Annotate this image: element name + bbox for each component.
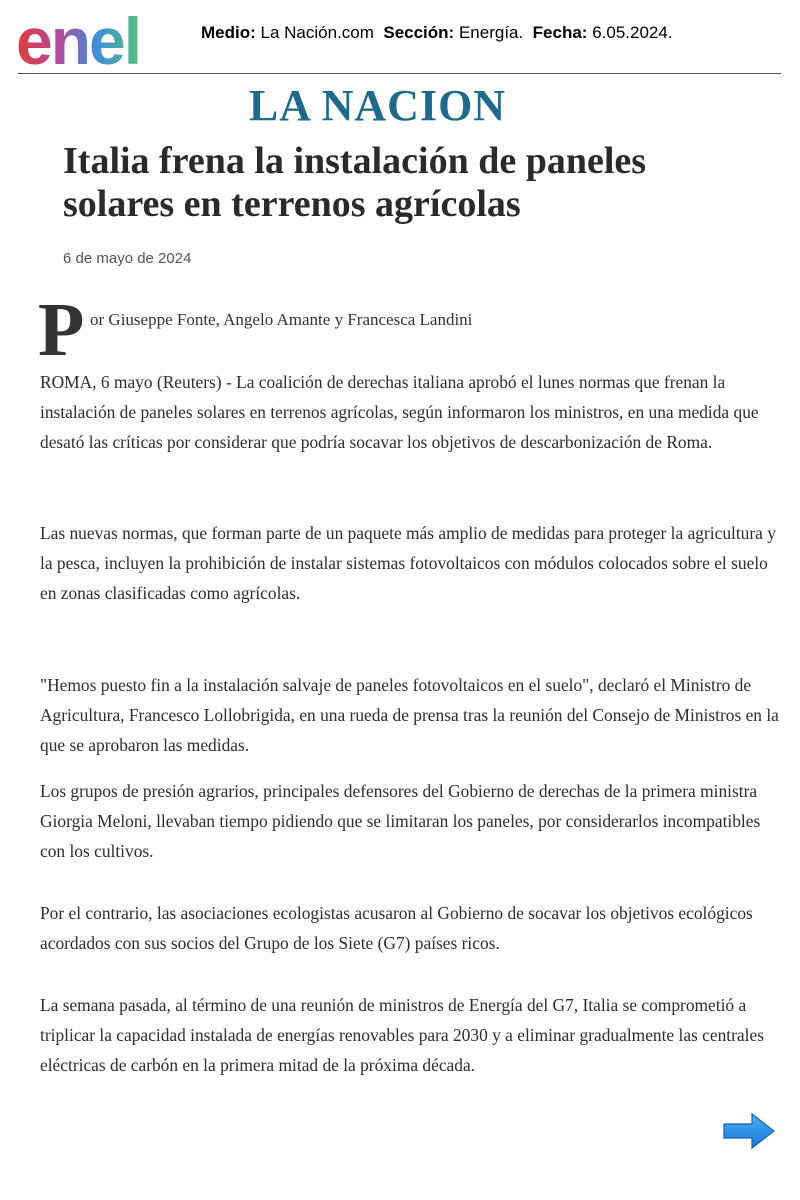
article-paragraph: ROMA, 6 mayo (Reuters) - La coalición de derechas italiana aprobó el lunes normas que frenan la instalación de paneles solares en terrenos agrícolas, según informaron los ministros, en una medida que desató las críticas por considerar que podría socavar los objetivos de descarbonización de Roma. [40, 372, 759, 452]
arrow-right-icon[interactable] [722, 1112, 776, 1150]
newspaper-masthead: LA NACION [248, 81, 507, 130]
header-metadata [201, 23, 673, 43]
logo-text: enel [16, 8, 141, 72]
medio-value: La Nación.com [260, 23, 374, 42]
drop-cap: P [38, 288, 85, 372]
medio-label: Medio: [201, 23, 256, 42]
article-paragraph: "Hemos puesto fin a la instalación salvaje de paneles fotovoltaicos en el suelo", declaró el Ministro de Agricultura, Francesco Lollobrigida, en una rueda de prensa tras la reunión del Consejo de Ministros en la que se aprobaron las medidas. [40, 675, 779, 755]
seccion-value: Energía. [458, 23, 524, 42]
fecha-value: 6.05.2024. [592, 23, 673, 42]
article-paragraph: Por el contrario, las asociaciones ecologistas acusaron al Gobierno de socavar los objetivos ecológicos acordados con sus socios del Grupo de los Siete (G7) países ricos. [40, 903, 753, 953]
article-paragraph: Los grupos de presión agrarios, principales defensores del Gobierno de derechas de la primera ministra Giorgia Meloni, llevaban tiempo pidiendo que se limitaran los paneles, por considerarlos incompatibles con los cultivos. [40, 781, 761, 861]
header-divider [18, 73, 781, 74]
article-date: 6 de mayo de 2024 [63, 250, 192, 267]
article-paragraph: Las nuevas normas, que forman parte de un paquete más amplio de medidas para proteger la agricultura y la pesca, incluyen la prohibición de instalar sistemas fotovoltaicos con módulos colocados sobre el suelo en zonas clasificadas como agrícolas. [40, 523, 776, 603]
article-paragraph: La semana pasada, al término de una reunión de ministros de Energía del G7, Italia se comprometió a triplicar la capacidad instalada de energías renovables para 2030 y a eliminar gradualmente las centrales eléctricas de carbón en la primera mitad de la próxima década. [40, 995, 764, 1075]
article-byline: or Giuseppe Fonte, Angelo Amante y Francesca Landini [90, 310, 473, 329]
seccion-label: Sección: [383, 23, 455, 42]
article-headline: Italia frena la instalación de paneles solares en terrenos agrícolas [63, 140, 647, 225]
enel-logo [16, 8, 180, 72]
fecha-label: Fecha: [532, 23, 588, 42]
